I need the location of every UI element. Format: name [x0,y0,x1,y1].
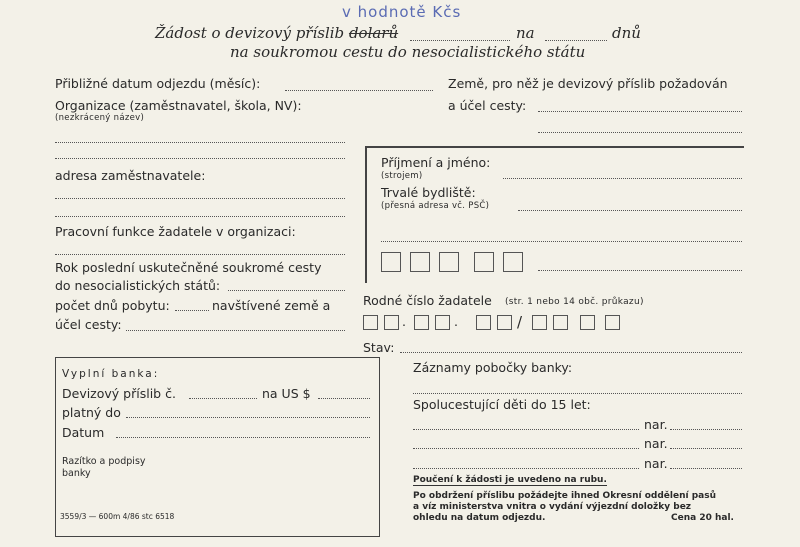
bank-promise-label: Devizový příslib č. [62,386,176,401]
organization-label: Organizace (zaměstnavatel, škola, NV): [55,98,302,113]
bank-date-label: Datum [62,425,105,440]
birth-digit-3[interactable] [414,315,429,330]
departure-date-label: Přibližné datum odjezdu (měsíc): [55,76,261,91]
name-field[interactable] [503,178,742,179]
birth-slash: / [517,313,523,331]
postal-code-box-2[interactable] [410,252,430,272]
name-label: Příjmení a jméno: [381,155,491,170]
bank-usd-label: na US $ [262,386,311,401]
trip-purpose-field[interactable] [126,330,345,331]
last-trip-field[interactable] [228,290,345,291]
price-label: Cena 20 hal. [671,513,734,523]
birth-dot-1: . [402,314,406,329]
print-code: 3559/3 — 600m 4/86 stc 6518 [60,512,175,521]
child-2-nar-label: nar. [644,436,668,451]
birth-digit-5[interactable] [476,315,491,330]
postal-code-box-5[interactable] [503,252,523,272]
bank-heading: Vyplní banka: [62,368,160,380]
title-struck-word: dolarů [348,24,399,42]
child-1-nar-label: nar. [644,417,668,432]
branch-records-field[interactable] [413,393,742,394]
child-2-name-field[interactable] [413,448,639,449]
residence-field-2[interactable] [381,241,742,242]
notice-line-2: a víz ministerstva vnitra o vydání výjezdní doložky bez [413,502,692,512]
title-prefix: Žádost o devizový příslib [155,24,345,42]
birth-digit-6[interactable] [497,315,512,330]
form-subtitle: na soukromou cestu do nesocialistického státu [230,43,586,61]
days-field[interactable] [545,40,607,41]
title-na: na [516,24,535,42]
birth-digit-1[interactable] [363,315,378,330]
visited-countries-label: navštívené země a [212,298,331,313]
child-2-birth-field[interactable] [670,448,742,449]
bank-value-stamp: v hodnotě Kčs [342,3,462,21]
job-function-field[interactable] [55,254,345,255]
stay-days-field[interactable] [175,310,209,311]
instruction-note: Poučení k žádosti je uvedeno na rubu. [413,475,607,485]
organization-field-1[interactable] [55,142,345,143]
name-note: (strojem) [381,171,423,181]
bank-stamp-label-2: banky [62,468,91,479]
status-field[interactable] [400,352,742,353]
last-trip-label: Rok poslední uskutečněné soukromé cesty [55,260,322,275]
residence-field-3[interactable] [538,270,742,271]
birth-digit-8[interactable] [553,315,568,330]
postal-code-box-3[interactable] [439,252,459,272]
bank-date-field[interactable] [116,437,370,438]
status-label: Stav: [363,340,395,355]
child-1-name-field[interactable] [413,429,639,430]
residence-field-1[interactable] [518,210,742,211]
notice-line-3: ohledu na datum odjezdu. [413,513,546,523]
employer-address-field-2[interactable] [55,216,345,217]
bank-valid-field[interactable] [126,417,370,418]
purpose-label: a účel cesty: [448,98,527,113]
children-label: Spolucestující děti do 15 let: [413,397,591,412]
job-function-label: Pracovní funkce žadatele v organizaci: [55,224,296,239]
birth-digit-7[interactable] [532,315,547,330]
bank-usd-field[interactable] [318,398,370,399]
employer-address-label: adresa zaměstnavatele: [55,168,206,183]
trip-purpose-label: účel cesty: [55,317,122,332]
bank-box [55,357,380,537]
departure-date-field[interactable] [285,90,433,91]
postal-code-box-1[interactable] [381,252,401,272]
bank-promise-field[interactable] [189,398,257,399]
amount-field[interactable] [410,40,510,41]
birth-digit-10[interactable] [605,315,620,330]
employer-address-field-1[interactable] [55,198,345,199]
birth-digit-9[interactable] [580,315,595,330]
child-3-nar-label: nar. [644,456,668,471]
birth-dot-2: . [454,314,458,329]
child-1-birth-field[interactable] [670,429,742,430]
purpose-field-2[interactable] [538,132,742,133]
residence-note: (přesná adresa vč. PSČ) [381,201,490,211]
notice-line-1: Po obdržení příslibu požádejte ihned Okresní oddělení pasů [413,491,716,501]
birth-number-label: Rodné číslo žadatele [363,293,492,308]
title-dnu: dnů [612,24,641,42]
postal-code-box-4[interactable] [474,252,494,272]
child-3-birth-field[interactable] [670,468,742,469]
birth-digit-4[interactable] [435,315,450,330]
purpose-field-1[interactable] [538,111,742,112]
form-title [155,24,398,42]
residence-label: Trvalé bydliště: [381,185,476,200]
bank-stamp-label: Razítko a podpisy [62,456,146,467]
organization-note: (nezkrácený název) [55,113,145,123]
birth-digit-2[interactable] [384,315,399,330]
bank-valid-label: platný do [62,405,121,420]
child-3-name-field[interactable] [413,468,639,469]
destination-country-label: Země, pro něž je devizový příslib požadován [448,76,728,91]
birth-number-note: (str. 1 nebo 14 obč. průkazu) [505,297,644,307]
branch-records-label: Záznamy pobočky banky: [413,360,573,375]
organization-field-2[interactable] [55,158,345,159]
stay-days-label: počet dnů pobytu: [55,298,170,313]
last-trip-label-2: do nesocialistických států: [55,278,221,293]
